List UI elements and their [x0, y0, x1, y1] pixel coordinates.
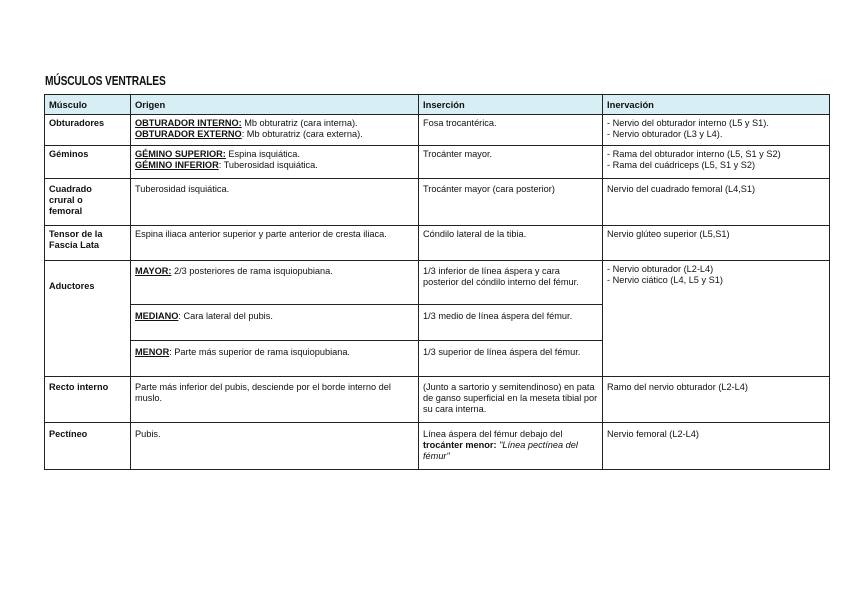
cell-inervacion: Ramo del nervio obturador (L2-L4) [603, 377, 830, 423]
page-title: MÚSCULOS VENTRALES [45, 74, 166, 88]
origen-label: OBTURADOR EXTERNO [135, 129, 242, 139]
origen-text: 2/3 posteriores de rama isquiopubiana. [171, 266, 333, 276]
cell-insercion: 1/3 medio de línea áspera del fémur. [419, 305, 603, 341]
origen-label: GÉMINO INFERIOR [135, 160, 219, 170]
origen-label: GÉMINO SUPERIOR: [135, 149, 226, 159]
cell-origen: Espina iliaca anterior superior y parte anterior de cresta iliaca. [131, 226, 419, 261]
table-row [45, 226, 830, 261]
cell-inervacion: Nervio del cuadrado femoral (L4,S1) [603, 179, 830, 226]
cell-origen [131, 146, 419, 179]
cell-musculo: Tensor de la Fascia Lata [45, 226, 131, 261]
table-row [45, 423, 830, 470]
muscles-table [44, 94, 830, 470]
table-row [45, 261, 830, 305]
cell-inervacion [603, 146, 830, 179]
inervacion-line: - Rama del cuádriceps (L5, S1 y S2) [607, 160, 756, 170]
inervacion-line: - Nervio obturador (L3 y L4). [607, 129, 723, 139]
cell-insercion: Fosa trocantérica. [419, 115, 603, 146]
origen-label: MAYOR: [135, 266, 172, 276]
cell-insercion: Trocánter mayor. [419, 146, 603, 179]
cell-origen: Tuberosidad isquiática. [131, 179, 419, 226]
cell-origen [131, 115, 419, 146]
origen-text: : Mb obturatriz (cara externa). [241, 129, 363, 139]
origen-label: OBTURADOR INTERNO: [135, 118, 242, 128]
cell-musculo: Obturadores [45, 115, 131, 146]
cell-inervacion: Nervio femoral (L2-L4) [603, 423, 830, 470]
cell-origen [131, 341, 419, 377]
inervacion-line: - Nervio obturador (L2-L4) [607, 264, 714, 274]
cell-inervacion [603, 261, 830, 377]
cell-insercion: 1/3 superior de línea áspera del fémur. [419, 341, 603, 377]
header-origen: Origen [131, 95, 419, 115]
cell-origen: Parte más inferior del pubis, desciende por el borde interno del muslo. [131, 377, 419, 423]
cell-insercion: 1/3 inferior de línea áspera y cara posterior del cóndilo interno del fémur. [419, 261, 603, 305]
cell-insercion: (Junto a sartorio y semitendinoso) en pata de ganso superficial en la meseta tibial por su cara interna. [419, 377, 603, 423]
cell-musculo: Recto interno [45, 377, 131, 423]
cell-musculo: Aductores [45, 261, 131, 377]
origen-label: MENOR [135, 347, 170, 357]
header-inervacion: Inervación [603, 95, 830, 115]
table-row [45, 377, 830, 423]
cell-origen: Pubis. [131, 423, 419, 470]
origen-text: : Tuberosidad isquiática. [218, 160, 318, 170]
origen-label: MEDIANO [135, 311, 179, 321]
inervacion-line: - Nervio ciático (L4, L5 y S1) [607, 275, 723, 285]
origen-line [135, 160, 414, 171]
origen-text: Espina isquiática. [225, 149, 300, 159]
cell-musculo: Pectíneo [45, 423, 131, 470]
origen-text: : Cara lateral del pubis. [178, 311, 273, 321]
cell-musculo: Géminos [45, 146, 131, 179]
cell-inervacion: Nervio glúteo superior (L5,S1) [603, 226, 830, 261]
cell-insercion: Trocánter mayor (cara posterior) [419, 179, 603, 226]
insercion-italic: "Línea pectínea del fémur" [423, 440, 578, 461]
header-musculo: Músculo [45, 95, 131, 115]
origen-line [135, 129, 414, 140]
table-row [45, 146, 830, 179]
origen-text: : Parte más superior de rama isquiopubiana. [169, 347, 350, 357]
cell-musculo: Cuadrado crural o femoral [45, 179, 131, 226]
header-insercion: Inserción [419, 95, 603, 115]
table-row [45, 179, 830, 226]
cell-inervacion [603, 115, 830, 146]
origen-line [135, 149, 414, 160]
cell-insercion [419, 423, 603, 470]
table-header-row [45, 95, 830, 115]
inervacion-line: - Rama del obturador interno (L5, S1 y S2) [607, 149, 781, 159]
origen-line [135, 118, 414, 129]
cell-origen [131, 261, 419, 305]
insercion-text: Línea áspera del fémur debajo del [423, 429, 563, 439]
table-row [45, 115, 830, 146]
insercion-bold: trocánter menor: [423, 440, 497, 450]
cell-insercion: Cóndilo lateral de la tibia. [419, 226, 603, 261]
inervacion-line: - Nervio del obturador interno (L5 y S1). [607, 118, 769, 128]
cell-origen [131, 305, 419, 341]
origen-text: Mb obturatriz (cara interna). [241, 118, 358, 128]
